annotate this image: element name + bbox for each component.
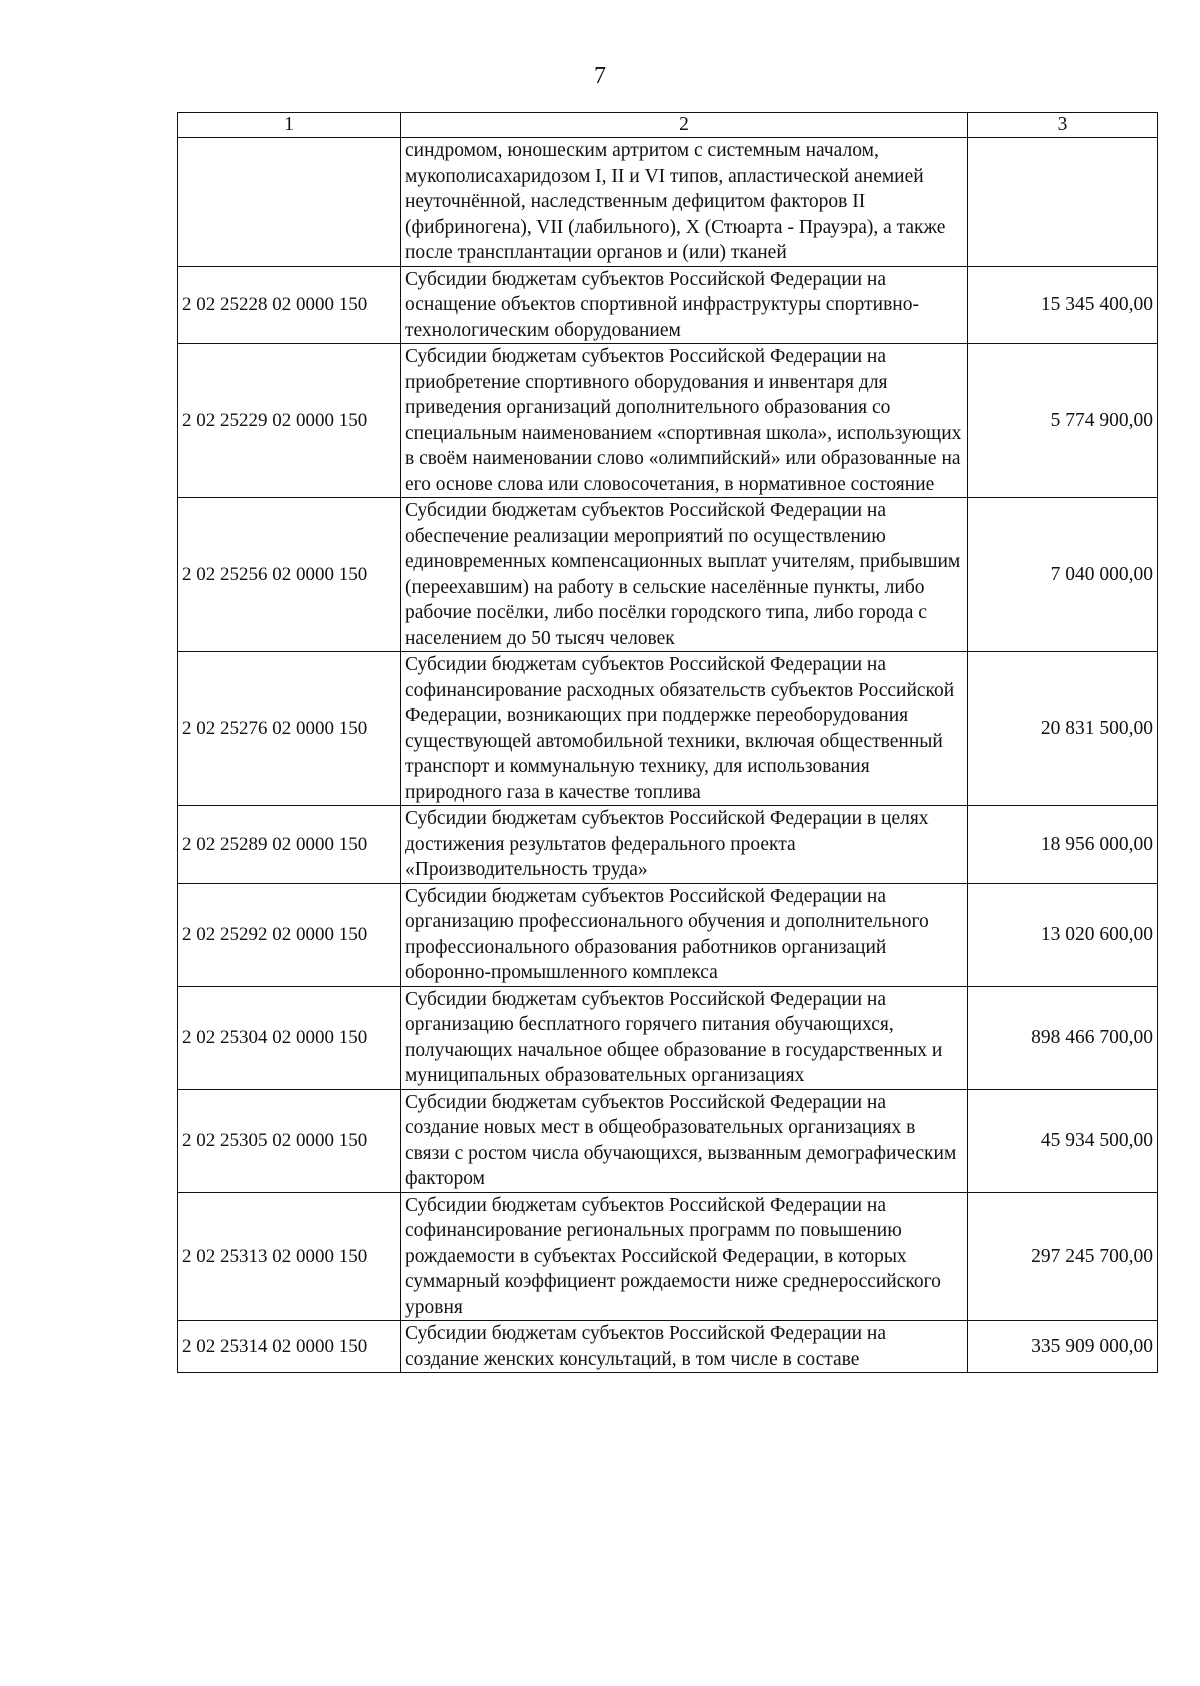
row-description-cell: Субсидии бюджетам субъектов Российской Федерации в целях достижения результатов федерального проекта «Производительность труда» bbox=[401, 806, 968, 884]
row-code-cell: 2 02 25304 02 0000 150 bbox=[178, 986, 401, 1089]
table-row bbox=[178, 266, 1158, 344]
table-row bbox=[178, 652, 1158, 806]
row-amount-cell: 5 774 900,00 bbox=[968, 344, 1158, 498]
row-code-cell: 2 02 25305 02 0000 150 bbox=[178, 1089, 401, 1192]
table-header-row bbox=[178, 113, 1158, 138]
table-row bbox=[178, 1089, 1158, 1192]
row-amount-cell: 15 345 400,00 bbox=[968, 266, 1158, 344]
table-row bbox=[178, 1321, 1158, 1373]
row-description-cell: Субсидии бюджетам субъектов Российской Федерации на создание новых мест в общеобразовательных организациях в связи с ростом числа обучающихся, вызванным демографическим фактором bbox=[401, 1089, 968, 1192]
row-amount-cell: 18 956 000,00 bbox=[968, 806, 1158, 884]
table-row bbox=[178, 806, 1158, 884]
row-amount-cell: 898 466 700,00 bbox=[968, 986, 1158, 1089]
table-body bbox=[178, 113, 1158, 1373]
row-amount-cell bbox=[968, 138, 1158, 267]
row-code-cell: 2 02 25256 02 0000 150 bbox=[178, 498, 401, 652]
row-code-cell: 2 02 25229 02 0000 150 bbox=[178, 344, 401, 498]
row-amount-cell: 335 909 000,00 bbox=[968, 1321, 1158, 1373]
row-amount-cell: 20 831 500,00 bbox=[968, 652, 1158, 806]
table-row bbox=[178, 883, 1158, 986]
row-description-cell: Субсидии бюджетам субъектов Российской Федерации на обеспечение реализации мероприятий по осуществлению единовременных компенсационных выплат учителям, прибывшим (переехавшим) на работу в сельские населённые пункты, либо рабочие посёлки, либо посёлки городского типа, либо города с населением до 50 тысяч человек bbox=[401, 498, 968, 652]
row-code-cell bbox=[178, 138, 401, 267]
row-code-cell: 2 02 25292 02 0000 150 bbox=[178, 883, 401, 986]
table-row bbox=[178, 138, 1158, 267]
row-code-cell: 2 02 25228 02 0000 150 bbox=[178, 266, 401, 344]
row-amount-cell: 13 020 600,00 bbox=[968, 883, 1158, 986]
budget-table bbox=[177, 112, 1158, 1373]
row-amount-cell: 297 245 700,00 bbox=[968, 1192, 1158, 1321]
row-description-cell: Субсидии бюджетам субъектов Российской Федерации на организацию профессионального обучения и дополнительного профессионального образования работников организаций оборонно-промышленного комплекса bbox=[401, 883, 968, 986]
table-row bbox=[178, 986, 1158, 1089]
row-code-cell: 2 02 25314 02 0000 150 bbox=[178, 1321, 401, 1373]
row-description-cell: Субсидии бюджетам субъектов Российской Федерации на создание женских консультаций, в том числе в составе bbox=[401, 1321, 968, 1373]
table-row bbox=[178, 344, 1158, 498]
row-code-cell: 2 02 25276 02 0000 150 bbox=[178, 652, 401, 806]
column-header-2: 2 bbox=[401, 113, 968, 138]
row-description-cell: Субсидии бюджетам субъектов Российской Федерации на софинансирование расходных обязательств субъектов Российской Федерации, возникающих при поддержке переоборудования существующей автомобильной техники, включая общественный транспорт и коммунальную технику, для использования природного газа в качестве топлива bbox=[401, 652, 968, 806]
column-header-1: 1 bbox=[178, 113, 401, 138]
row-amount-cell: 7 040 000,00 bbox=[968, 498, 1158, 652]
row-code-cell: 2 02 25313 02 0000 150 bbox=[178, 1192, 401, 1321]
row-description-cell: Субсидии бюджетам субъектов Российской Федерации на организацию бесплатного горячего питания обучающихся, получающих начальное общее образование в государственных и муниципальных образовательных организациях bbox=[401, 986, 968, 1089]
row-description-cell: Субсидии бюджетам субъектов Российской Федерации на приобретение спортивного оборудования и инвентаря для приведения организаций дополнительного образования со специальным наименованием «спортивная школа», использующих в своём наименовании слово «олимпийский» или образованные на его основе слова или словосочетания, в нормативное состояние bbox=[401, 344, 968, 498]
row-code-cell: 2 02 25289 02 0000 150 bbox=[178, 806, 401, 884]
page-number: 7 bbox=[594, 63, 606, 89]
row-amount-cell: 45 934 500,00 bbox=[968, 1089, 1158, 1192]
row-description-cell: Субсидии бюджетам субъектов Российской Федерации на софинансирование региональных программ по повышению рождаемости в субъектах Российской Федерации, в которых суммарный коэффициент рождаемости ниже среднероссийского уровня bbox=[401, 1192, 968, 1321]
table-row bbox=[178, 498, 1158, 652]
table-row bbox=[178, 1192, 1158, 1321]
column-header-3: 3 bbox=[968, 113, 1158, 138]
row-description-cell: синдромом, юношеским артритом с системным началом, мукополисахаридозом I, II и VI типов, апластической анемией неуточнённой, наследственным дефицитом факторов II (фибриногена), VII (лабильного), X (Стюарта - Прауэра), а также после трансплантации органов и (или) тканей bbox=[401, 138, 968, 267]
row-description-cell: Субсидии бюджетам субъектов Российской Федерации на оснащение объектов спортивной инфраструктуры спортивно-технологическим оборудованием bbox=[401, 266, 968, 344]
